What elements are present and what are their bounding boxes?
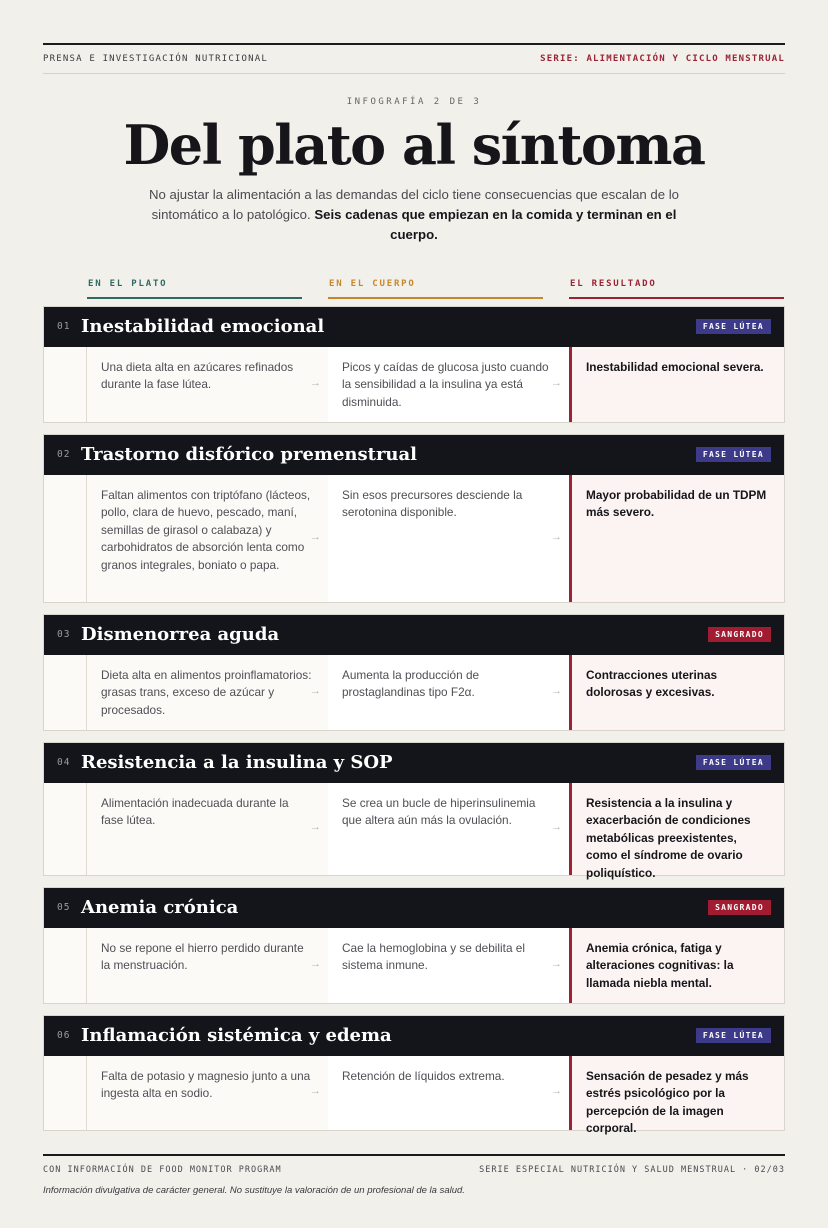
- arrow-icon: →: [551, 376, 562, 389]
- series-label: SERIE: ALIMENTACIÓN Y CICLO MENSTRUAL: [540, 54, 785, 64]
- chain-block: [43, 1015, 785, 1136]
- chain-gutter: [44, 655, 87, 730]
- chain-header: [44, 307, 784, 347]
- chain-title: Inestabilidad emocional: [81, 316, 325, 337]
- chain-body: [44, 1056, 784, 1136]
- chain-block: [43, 614, 785, 731]
- chain-gutter: [44, 1056, 87, 1130]
- intro-paragraph: [143, 185, 685, 245]
- arrow-icon: →: [551, 821, 562, 833]
- intro-bold: Seis cadenas que empiezan en la comida y terminan en el cuerpo.: [314, 207, 677, 242]
- arrow-icon: →: [551, 957, 562, 970]
- top-bar: [43, 43, 785, 74]
- plate-cell: Alimentación inadecuada durante la fase lútea.: [87, 783, 328, 875]
- arrow-icon: →: [551, 530, 562, 543]
- footer-source: CON INFORMACIÓN DE FOOD MONITOR PROGRAM: [43, 1165, 282, 1175]
- chain-block: [43, 306, 785, 423]
- chain-title: Trastorno disfórico premenstrual: [81, 444, 418, 465]
- arrow-icon: →: [310, 684, 321, 697]
- result-cell: Contracciones uterinas dolorosas y excesivas.: [569, 655, 784, 730]
- chain-title: Dismenorrea aguda: [81, 624, 280, 645]
- body-cell: Aumenta la producción de prostaglandinas tipo F2α.: [328, 655, 569, 730]
- arrow-icon: →: [310, 821, 321, 833]
- body-cell: Se crea un bucle de hiperinsulinemia que altera aún más la ovulación.: [328, 783, 569, 875]
- chain-gutter: [44, 347, 87, 422]
- chain-body: [44, 783, 784, 880]
- footer: [43, 1154, 785, 1178]
- phase-badge: SANGRADO: [708, 900, 771, 915]
- chain-header: [44, 743, 784, 783]
- phase-badge: FASE LÚTEA: [696, 447, 771, 462]
- result-cell: Mayor probabilidad de un TDPM más severo.: [569, 475, 784, 602]
- arrow-icon: →: [310, 530, 321, 543]
- plate-cell: Faltan alimentos con triptófano (lácteos, pollo, clara de huevo, pescado, maní, semillas de girasol o calabaza) y carbohidratos de absorción lenta como granos integrales, boniato o papa.: [87, 475, 328, 602]
- intro-text: No ajustar la alimentación a las demandas del ciclo tiene consecuencias que escalan de lo sintomático a lo patológico.: [148, 187, 680, 222]
- phase-badge: FASE LÚTEA: [696, 1028, 771, 1043]
- chain-number: 02: [57, 449, 71, 460]
- chain-title: Anemia crónica: [81, 897, 239, 918]
- column-header-result: EL RESULTADO: [569, 279, 784, 299]
- disclaimer: Información divulgativa de carácter general. No sustituye la valoración de un profesional de la salud.: [43, 1185, 465, 1196]
- plate-cell: No se repone el hierro perdido durante la menstruación.: [87, 928, 328, 1003]
- chain-number: 05: [57, 902, 71, 913]
- chain-body: [44, 655, 784, 730]
- phase-badge: FASE LÚTEA: [696, 755, 771, 770]
- result-cell: Sensación de pesadez y más estrés psicológico por la percepción de la imagen corporal.: [569, 1056, 784, 1130]
- chain-body: [44, 347, 784, 422]
- footer-series: SERIE ESPECIAL NUTRICIÓN Y SALUD MENSTRUAL · 02/03: [479, 1165, 785, 1175]
- chain-number: 04: [57, 757, 71, 768]
- kicker: INFOGRAFÍA 2 DE 3: [346, 97, 482, 107]
- arrow-icon: →: [310, 957, 321, 970]
- plate-cell: Falta de potasio y magnesio junto a una ingesta alta en sodio.: [87, 1056, 328, 1130]
- result-cell: Resistencia a la insulina y exacerbación de condiciones metabólicas preexistentes, como el síndrome de ovario poliquístico.: [569, 783, 784, 875]
- result-cell: Anemia crónica, fatiga y alteraciones cognitivas: la llamada niebla mental.: [569, 928, 784, 1003]
- result-cell: Inestabilidad emocional severa.: [569, 347, 784, 422]
- arrow-icon: →: [310, 376, 321, 389]
- arrow-icon: →: [310, 1085, 321, 1097]
- phase-badge: FASE LÚTEA: [696, 319, 771, 334]
- arrow-icon: →: [551, 684, 562, 697]
- body-cell: Sin esos precursores desciende la serotonina disponible.: [328, 475, 569, 602]
- phase-badge: SANGRADO: [708, 627, 771, 642]
- arrow-icon: →: [551, 1085, 562, 1097]
- publisher-label: PRENSA E INVESTIGACIÓN NUTRICIONAL: [43, 54, 269, 64]
- chain-number: 03: [57, 629, 71, 640]
- chain-title: Inflamación sistémica y edema: [81, 1025, 392, 1046]
- chain-header: [44, 888, 784, 928]
- chain-title: Resistencia a la insulina y SOP: [81, 752, 393, 773]
- chain-block: [43, 887, 785, 1004]
- chain-gutter: [44, 783, 87, 875]
- chain-block: [43, 742, 785, 880]
- chain-number: 01: [57, 321, 71, 332]
- body-cell: Cae la hemoglobina y se debilita el sistema inmune.: [328, 928, 569, 1003]
- body-cell: Picos y caídas de glucosa justo cuando la sensibilidad a la insulina ya está disminuida.: [328, 347, 569, 422]
- chain-header: [44, 435, 784, 475]
- chain-number: 06: [57, 1030, 71, 1041]
- page-title: Del plato al síntoma: [123, 113, 705, 177]
- column-header-body: EN EL CUERPO: [328, 279, 543, 299]
- chain-gutter: [44, 475, 87, 602]
- chain-header: [44, 615, 784, 655]
- chain-body: [44, 475, 784, 602]
- plate-cell: Dieta alta en alimentos proinflamatorios: grasas trans, exceso de azúcar y procesados.: [87, 655, 328, 730]
- body-cell: Retención de líquidos extrema.: [328, 1056, 569, 1130]
- chain-block: [43, 434, 785, 603]
- chain-body: [44, 928, 784, 1003]
- chain-header: [44, 1016, 784, 1056]
- chain-gutter: [44, 928, 87, 1003]
- plate-cell: Una dieta alta en azúcares refinados durante la fase lútea.: [87, 347, 328, 422]
- column-header-plate: EN EL PLATO: [87, 279, 302, 299]
